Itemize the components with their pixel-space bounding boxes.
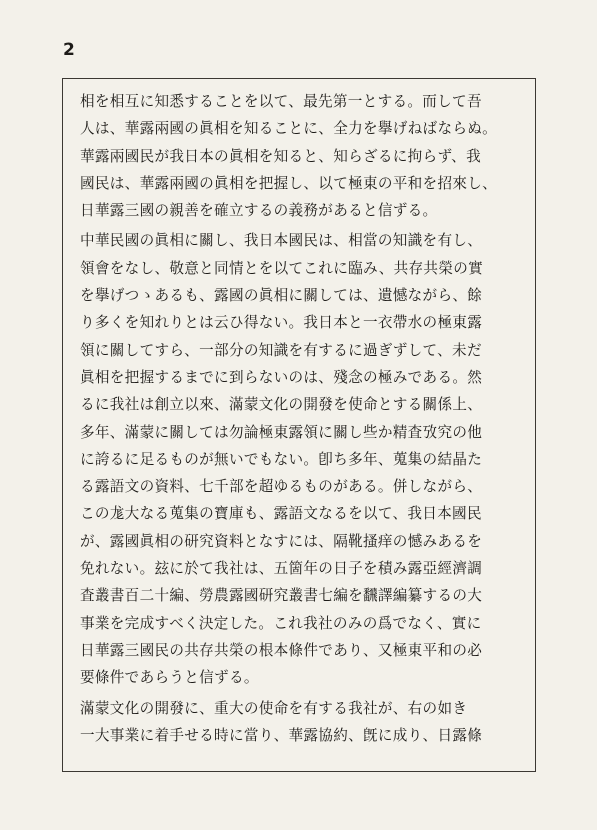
page-number: 2 [63, 40, 75, 60]
text-line: 多年、滿蒙に關しては勿論極東露領に關し些か精査攷究の他 [80, 423, 483, 441]
text-line: 眞相を把握するまでに到らないのは、殘念の極みである。然 [80, 368, 483, 386]
text-line: る露語文の資料、七千部を超ゆるものがある。併しながら、 [80, 478, 483, 496]
text-line: 査叢書百二十編、勞農露國研究叢書七編を飜譯編纂するの大 [80, 587, 483, 605]
text-line: 人は、華露兩國の眞相を知ることに、全力を擧げねばならぬ。 [80, 120, 498, 138]
text-line: 華露兩國民が我日本の眞相を知ると、知らざるに拘らず、我 [80, 147, 481, 165]
text-line: 要條件であらうと信ずる。 [80, 669, 259, 687]
paragraph [80, 695, 520, 750]
text-line: 中華民國の眞相に關し、我日本國民は、相當の知識を有し、 [80, 232, 483, 250]
text-line: が、露國眞相の研究資料となすには、隔靴搔痒の憾みあるを [80, 532, 483, 550]
text-line: 日華露三國民の共存共榮の根本條件であり、又極東平和の必 [80, 641, 483, 659]
text-line: を擧げつゝあるも、露國の眞相に關しては、遺憾ながら、餘 [80, 287, 483, 305]
text-line: り多くを知れりとは云ひ得ない。我日本と一衣帶水の極東露 [80, 314, 483, 332]
text-line: この尨大なる蒐集の寶庫も、露語文なるを以て、我日本國民 [80, 505, 482, 523]
text-line: 日華露三國の親善を確立するの義務があると信ずる。 [80, 202, 438, 220]
text-line: 領に關してすら、一部分の知識を有するに過ぎずして、未だ [80, 341, 482, 359]
text-line: 國民は、華露兩國の眞相を把握し、以て極東の平和を招來し、 [80, 174, 498, 192]
text-line: 事業を完成すべく決定した。これ我社のみの爲でなく、實に [80, 614, 482, 632]
paragraph [80, 88, 520, 224]
paragraph [80, 227, 520, 691]
text-line: 相を相互に知悉することを以て、最先第一とする。而して吾 [80, 93, 482, 110]
text-line: 領會をなし、敬意と同情とを以てこれに臨み、共存共榮の實 [80, 259, 484, 277]
text-line: 免れない。玆に於て我社は、五箇年の日子を積み露亞經濟調 [80, 560, 483, 578]
body-text [80, 88, 520, 749]
text-line: に誇るに足るものが無いでもない。卽ち多年、蒐集の結晶た [80, 450, 483, 468]
text-line: 滿蒙文化の開發に、重大の使命を有する我社が、右の如き [80, 699, 468, 717]
text-line: るに我社は創立以來、滿蒙文化の開發を使命とする關係上、 [80, 396, 483, 414]
text-line: 一大事業に着手せる時に當り、華露協約、旣に成り、日露條 [80, 726, 483, 744]
